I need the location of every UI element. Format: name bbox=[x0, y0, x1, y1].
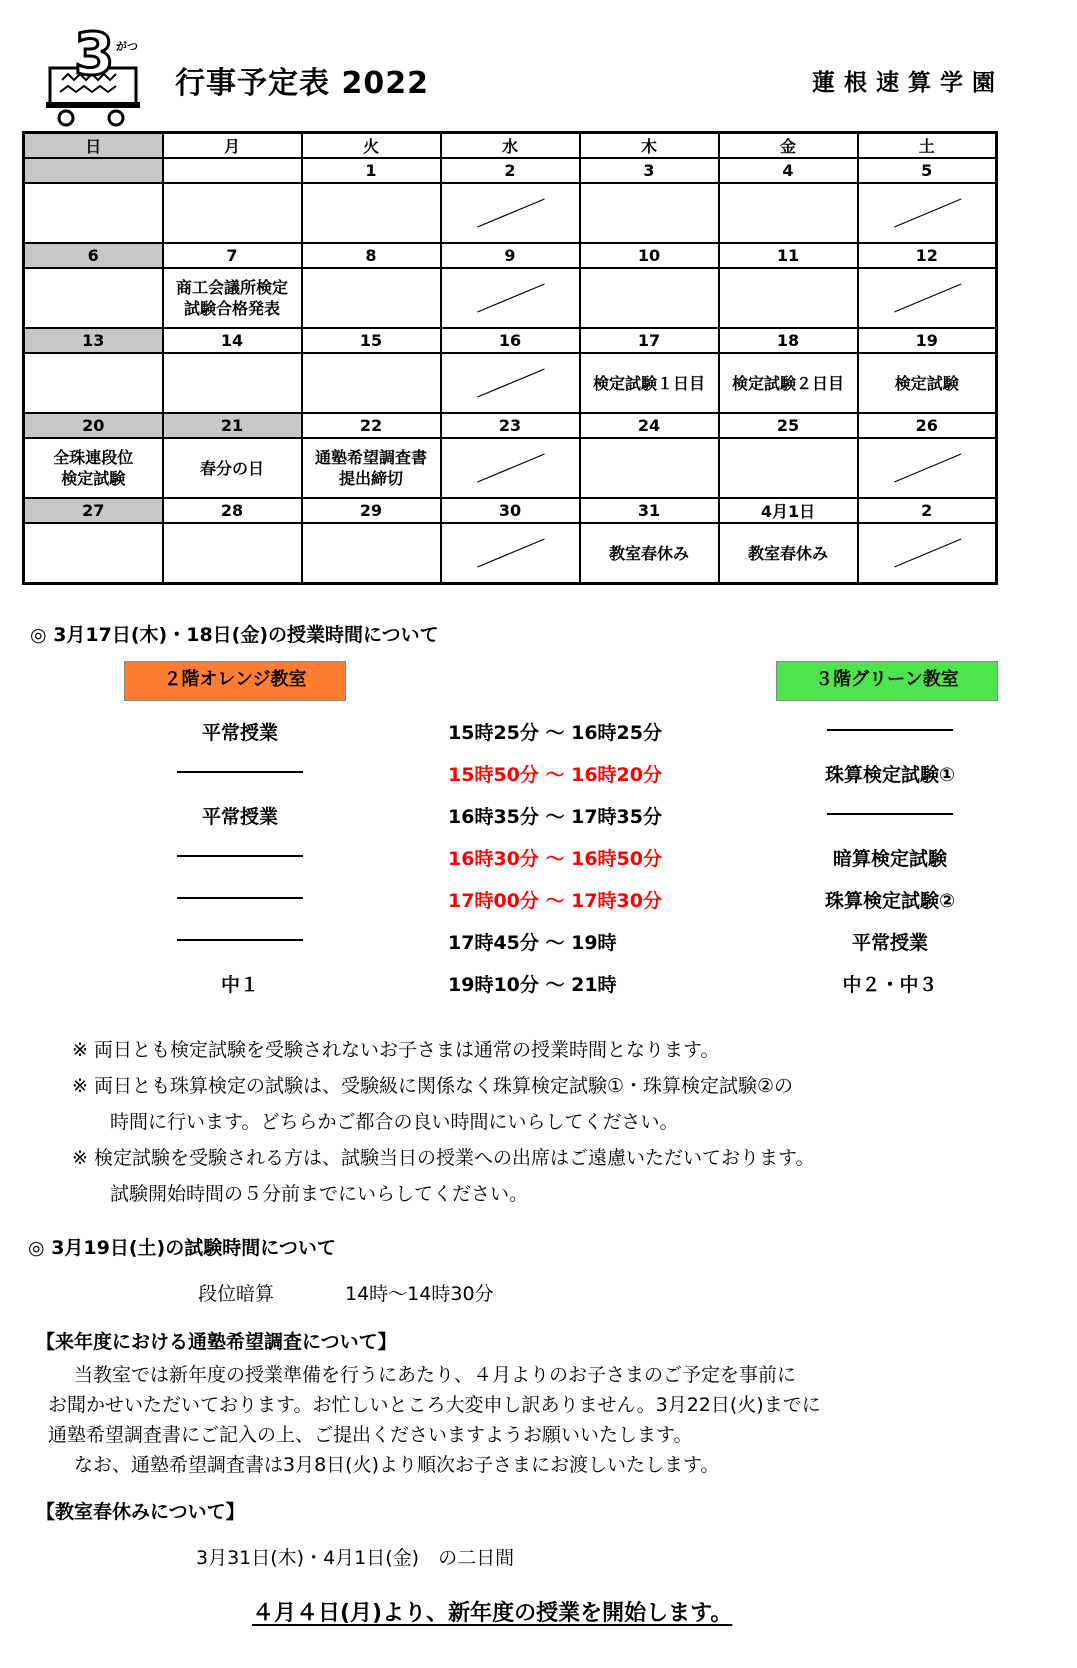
day-event: 検定試験 bbox=[858, 353, 997, 413]
schedule-row bbox=[0, 920, 1077, 958]
schedule-row bbox=[0, 836, 1077, 874]
time-slot: 16時30分 ～ 16時50分 bbox=[448, 848, 662, 870]
logo bbox=[46, 28, 156, 128]
day-number: 22 bbox=[302, 413, 441, 438]
day-number: 14 bbox=[163, 328, 302, 353]
section4-heading: 【教室春休みについて】 bbox=[36, 1501, 245, 1523]
day-number: 28 bbox=[163, 498, 302, 523]
logo-sub: がつ bbox=[116, 40, 138, 53]
day-event bbox=[24, 268, 163, 328]
green-room-activity: 平常授業 bbox=[851, 932, 928, 954]
notes bbox=[72, 1032, 1052, 1212]
spring-break-dates: 3月31日(木)・4月1日(金) の二日間 bbox=[196, 1547, 515, 1569]
schedule-row bbox=[0, 878, 1077, 916]
day-number: 19 bbox=[858, 328, 997, 353]
day-number: 8 bbox=[302, 243, 441, 268]
weekday-header: 火 bbox=[302, 133, 441, 159]
day-number: 11 bbox=[719, 243, 858, 268]
green-room-activity: 珠算検定試験① bbox=[824, 764, 956, 786]
note-1: ※ 両日とも検定試験を受験されないお子さまは通常の授業時間となります。 bbox=[72, 1039, 720, 1061]
section3-heading: 【来年度における通塾希望調査について】 bbox=[36, 1331, 397, 1353]
day-number: 20 bbox=[24, 413, 163, 438]
new-term-notice: ４月４日(月)より、新年度の授業を開始します。 bbox=[252, 1601, 733, 1626]
no-class-slash bbox=[858, 268, 997, 328]
day-event bbox=[580, 268, 719, 328]
day-event bbox=[163, 353, 302, 413]
day-number: 4 bbox=[719, 158, 858, 183]
orange-room-activity: 中１ bbox=[220, 974, 259, 996]
section3-body bbox=[48, 1360, 1058, 1480]
orange-room-label: ２階オレンジ教室 bbox=[124, 661, 346, 701]
page-title: 行事予定表 2022 bbox=[175, 66, 429, 101]
time-slot: 16時35分 ～ 17時35分 bbox=[448, 806, 662, 828]
day-number: 1 bbox=[302, 158, 441, 183]
day-event bbox=[24, 183, 163, 243]
day-event: 教室春休み bbox=[580, 523, 719, 584]
note-3: ※ 検定試験を受験される方は、試験当日の授業への出席はご遠慮いただいております。 bbox=[72, 1147, 815, 1169]
day-number: 15 bbox=[302, 328, 441, 353]
day-event bbox=[719, 268, 858, 328]
day-number: 23 bbox=[441, 413, 580, 438]
day-event bbox=[302, 353, 441, 413]
time-slot: 17時45分 ～ 19時 bbox=[448, 932, 617, 954]
green-room-label: ３階グリーン教室 bbox=[776, 661, 998, 701]
no-class-slash bbox=[441, 268, 580, 328]
weekday-header: 木 bbox=[580, 133, 719, 159]
day-number: 13 bbox=[24, 328, 163, 353]
day-event bbox=[24, 353, 163, 413]
blank-line bbox=[790, 802, 990, 824]
blank-line bbox=[140, 844, 340, 866]
day-number bbox=[163, 158, 302, 183]
day-event bbox=[580, 183, 719, 243]
day-number: 24 bbox=[580, 413, 719, 438]
blank-line bbox=[140, 886, 340, 908]
day-number: 2 bbox=[858, 498, 997, 523]
day-number: 12 bbox=[858, 243, 997, 268]
weekday-header: 月 bbox=[163, 133, 302, 159]
green-room-activity: 中２・中３ bbox=[842, 974, 938, 996]
day-number: 31 bbox=[580, 498, 719, 523]
section3-line-2: お聞かせいただいております。お忙しいところ大変申し訳ありません。3月22日(火)までに bbox=[48, 1394, 821, 1416]
day-number: 18 bbox=[719, 328, 858, 353]
schedule-row bbox=[0, 752, 1077, 790]
blank-line bbox=[140, 928, 340, 950]
time-slot: 17時00分 ～ 17時30分 bbox=[448, 890, 662, 912]
logo-number: 3 bbox=[74, 28, 115, 88]
day-event: 通塾希望調査書 提出締切 bbox=[302, 438, 441, 498]
note-2-cont: 時間に行います。どちらかご都合の良い時間にいらしてください。 bbox=[110, 1111, 679, 1133]
day-event bbox=[24, 523, 163, 584]
no-class-slash bbox=[441, 353, 580, 413]
time-slot: 15時50分 ～ 16時20分 bbox=[448, 764, 662, 786]
calendar-table bbox=[22, 131, 998, 585]
no-class-slash bbox=[441, 438, 580, 498]
section2-heading: ◎ 3月19日(土)の試験時間について bbox=[28, 1237, 336, 1259]
section3-line-4: なお、通塾希望調査書は3月8日(火)より順次お子さまにお渡しいたします。 bbox=[74, 1454, 720, 1476]
weekday-header: 金 bbox=[719, 133, 858, 159]
no-class-slash bbox=[441, 183, 580, 243]
schedule-row bbox=[0, 710, 1077, 748]
day-event: 全珠連段位 検定試験 bbox=[24, 438, 163, 498]
day-event: 商工会議所検定 試験合格発表 bbox=[163, 268, 302, 328]
day-event: 検定試験１日目 bbox=[580, 353, 719, 413]
day-event bbox=[163, 523, 302, 584]
day-number: 5 bbox=[858, 158, 997, 183]
time-slot: 19時10分 ～ 21時 bbox=[448, 974, 617, 996]
day-number: 17 bbox=[580, 328, 719, 353]
no-class-slash bbox=[858, 183, 997, 243]
day-event bbox=[580, 438, 719, 498]
day-event bbox=[719, 438, 858, 498]
day-number: 4月1日 bbox=[719, 498, 858, 523]
organization-name: 蓮根速算学園 bbox=[812, 70, 1004, 96]
green-room-activity: 暗算検定試験 bbox=[832, 848, 947, 870]
day-number: 3 bbox=[580, 158, 719, 183]
section3-line-1: 当教室では新年度の授業準備を行うにあたり、４月よりのお子さまのご予定を事前に bbox=[74, 1364, 797, 1386]
day-event: 教室春休み bbox=[719, 523, 858, 584]
section1-heading: ◎ 3月17日(木)・18日(金)の授業時間について bbox=[30, 624, 439, 646]
schedule-row bbox=[0, 962, 1077, 1000]
schedule-row bbox=[0, 794, 1077, 832]
weekday-header: 日 bbox=[24, 133, 163, 159]
orange-room-activity: 平常授業 bbox=[201, 806, 278, 828]
day-event: 春分の日 bbox=[163, 438, 302, 498]
day-number: 26 bbox=[858, 413, 997, 438]
exam-time: 14時～14時30分 bbox=[345, 1283, 494, 1305]
no-class-slash bbox=[858, 438, 997, 498]
no-class-slash bbox=[858, 523, 997, 584]
blank-line bbox=[140, 760, 340, 782]
day-number: 7 bbox=[163, 243, 302, 268]
green-room-activity: 珠算検定試験② bbox=[824, 890, 956, 912]
note-2: ※ 両日とも珠算検定の試験は、受験級に関係なく珠算検定試験①・珠算検定試験②の bbox=[72, 1075, 794, 1097]
no-class-slash bbox=[441, 523, 580, 584]
day-event bbox=[302, 183, 441, 243]
day-number: 16 bbox=[441, 328, 580, 353]
exam-label: 段位暗算 bbox=[198, 1283, 275, 1305]
day-number: 10 bbox=[580, 243, 719, 268]
day-number: 25 bbox=[719, 413, 858, 438]
day-number: 21 bbox=[163, 413, 302, 438]
orange-room-activity: 平常授業 bbox=[201, 722, 278, 744]
day-number: 29 bbox=[302, 498, 441, 523]
weekday-header: 土 bbox=[858, 133, 997, 159]
day-number: 27 bbox=[24, 498, 163, 523]
day-event bbox=[302, 268, 441, 328]
day-number bbox=[24, 158, 163, 183]
weekday-header: 水 bbox=[441, 133, 580, 159]
day-number: 9 bbox=[441, 243, 580, 268]
time-slot: 15時25分 ～ 16時25分 bbox=[448, 722, 662, 744]
day-number: 30 bbox=[441, 498, 580, 523]
day-event: 検定試験２日目 bbox=[719, 353, 858, 413]
day-event bbox=[163, 183, 302, 243]
note-3-cont: 試験開始時間の５分前までにいらしてください。 bbox=[110, 1183, 529, 1205]
day-number: 6 bbox=[24, 243, 163, 268]
section3-line-3: 通塾希望調査書にご記入の上、ご提出くださいますようお願いいたします。 bbox=[48, 1424, 693, 1446]
day-event bbox=[719, 183, 858, 243]
blank-line bbox=[790, 718, 990, 740]
day-event bbox=[302, 523, 441, 584]
day-number: 2 bbox=[441, 158, 580, 183]
